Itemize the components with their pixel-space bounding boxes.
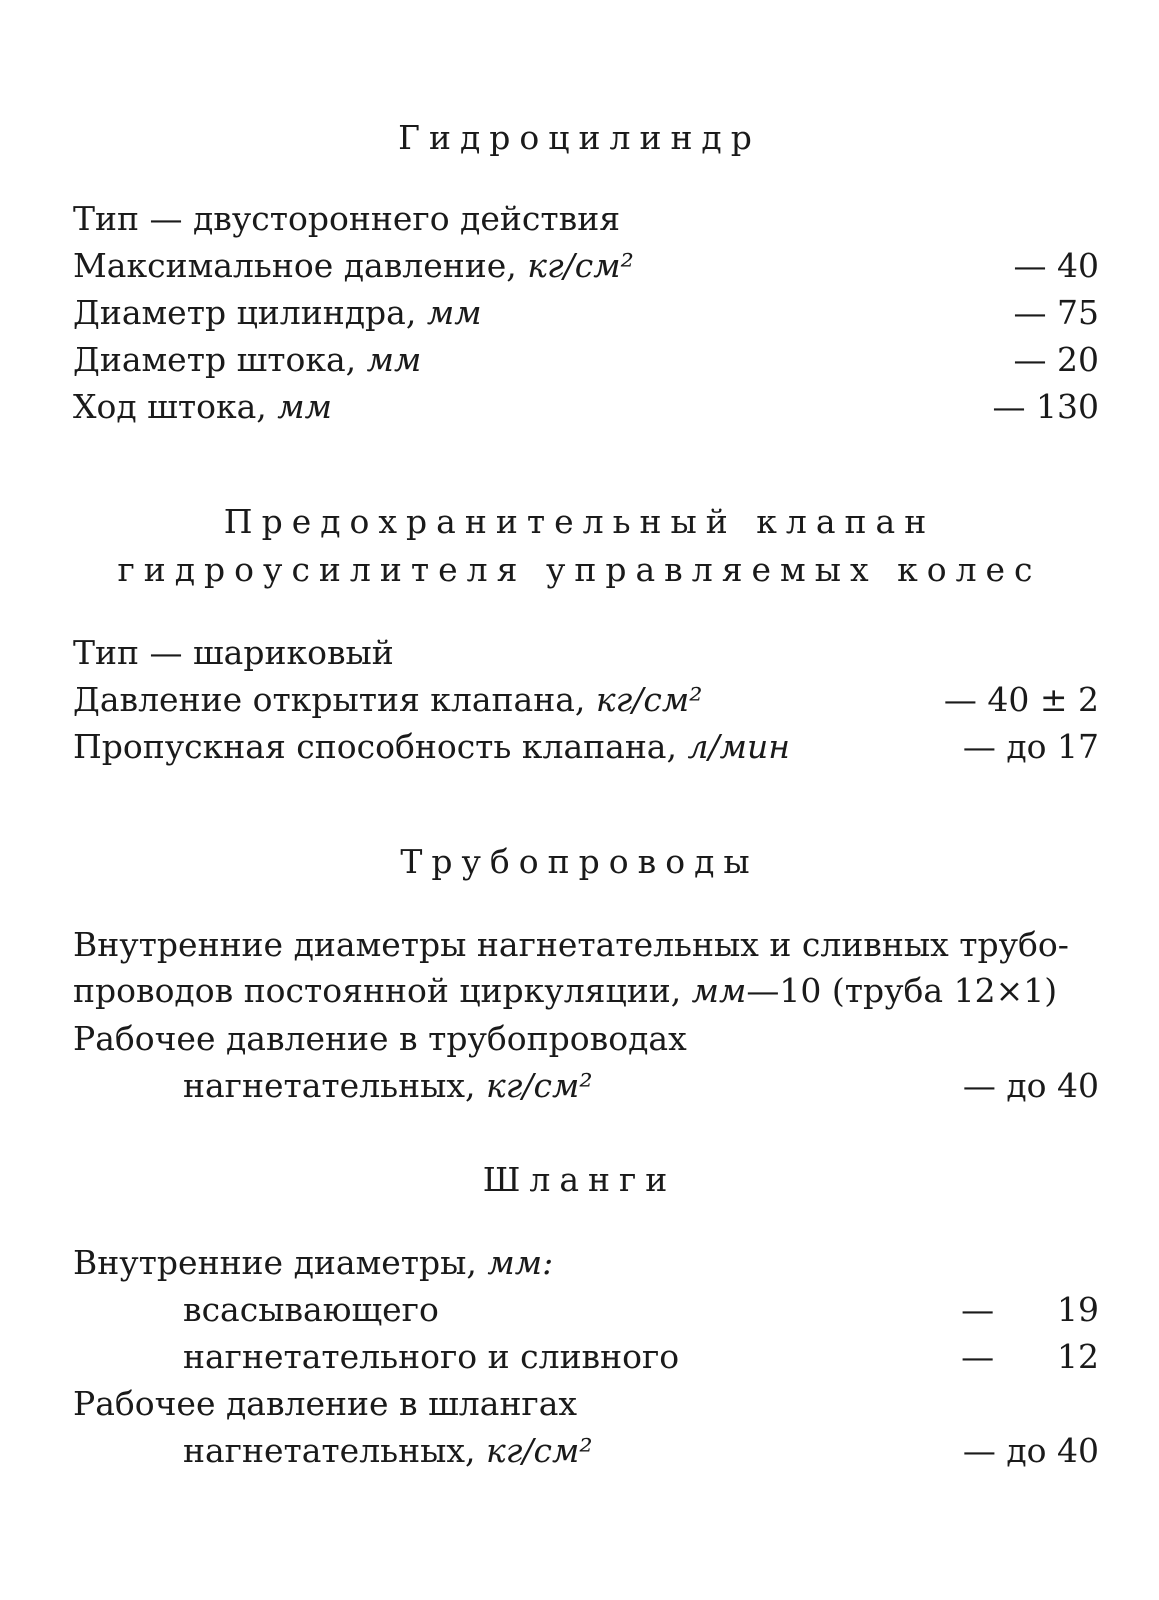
spec-value: — 130: [992, 387, 1099, 426]
spec-value: — 12: [961, 1337, 1099, 1376]
spec-unit: кг/см²: [595, 680, 703, 719]
pipes-para-line-1: Внутренние диаметры нагнетательных и сливных трубо-: [73, 925, 1069, 964]
hoses-pressure-heading-row: [73, 1381, 1099, 1427]
pipes-pressure-heading: Рабочее давление в трубопроводах: [73, 1019, 687, 1058]
spec-value: — 75: [1013, 293, 1099, 332]
spec-value: — до 40: [962, 1431, 1099, 1470]
spec-value: — 40 ± 2: [943, 680, 1099, 719]
spec-row: [73, 1334, 1099, 1380]
spec-label: Диаметр цилиндра,: [73, 293, 427, 332]
hoses-diameter-unit: мм:: [487, 1243, 554, 1282]
spec-label: Максимальное давление,: [73, 246, 528, 285]
spec-row: [73, 1287, 1099, 1333]
spec-label: нагнетательных,: [183, 1431, 486, 1470]
pipes-diameter-paragraph: [73, 922, 1099, 1014]
valve-type-text: Тип — шариковый: [73, 633, 394, 672]
spec-value: — 19: [961, 1290, 1099, 1329]
valve-type-line: [73, 630, 1099, 676]
hoses-diameter-heading-row: [73, 1240, 1099, 1286]
pipes-pressure-heading-row: [73, 1016, 1099, 1062]
spec-label: Пропускная способность клапана,: [73, 727, 688, 766]
section-title-pipelines: Трубопроводы: [400, 842, 759, 881]
spec-value: — 40: [1013, 246, 1099, 285]
section-title-hydraulic-cylinder: Гидроцилиндр: [398, 118, 761, 157]
spec-label: Давление открытия клапана,: [73, 680, 596, 719]
spec-row: [73, 337, 1099, 383]
spec-unit: мм: [366, 340, 422, 379]
hoses-pressure-heading: Рабочее давление в шлангах: [73, 1384, 578, 1423]
spec-unit: кг/см²: [485, 1431, 593, 1470]
spec-label: всасывающего: [183, 1290, 439, 1329]
spec-unit: кг/см²: [485, 1066, 593, 1105]
spec-row: [73, 724, 1099, 770]
spec-label: нагнетательных,: [183, 1066, 486, 1105]
spec-label: нагнетательного и сливного: [183, 1337, 680, 1376]
section-title-hoses: Шланги: [482, 1160, 677, 1199]
section-title-safety-valve: Предохранительный клапан: [223, 502, 936, 541]
spec-label: Ход штока,: [73, 387, 278, 426]
spec-row: [73, 243, 1099, 289]
section-title-safety-valve-line2: гидроусилителя управляемых колес: [117, 550, 1042, 589]
spec-value: — до 17: [962, 727, 1099, 766]
spec-unit: кг/см²: [527, 246, 634, 285]
spec-unit: мм: [426, 293, 482, 332]
pipes-para-text: проводов постоянной циркуляции,: [73, 971, 692, 1010]
spec-row: [73, 1428, 1099, 1474]
spec-value: — до 40: [962, 1066, 1099, 1105]
spec-value: — 20: [1013, 340, 1099, 379]
cylinder-type-text: Тип — двустороннего действия: [73, 199, 621, 238]
spec-label: Диаметр штока,: [73, 340, 367, 379]
pipes-para-unit: мм: [691, 971, 747, 1010]
pipes-para-line-2: [73, 968, 1099, 1014]
spec-row: [73, 290, 1099, 336]
hoses-diameter-heading: Внутренние диаметры,: [73, 1243, 488, 1282]
spec-row: [73, 677, 1099, 723]
spec-row: [73, 1063, 1099, 1109]
cylinder-type-line: [73, 196, 1099, 242]
spec-unit: мм: [277, 387, 332, 426]
spec-row: [73, 384, 1099, 430]
pipes-para-value: —10 (труба 12×1): [746, 971, 1058, 1010]
spec-unit: л/мин: [687, 727, 790, 766]
